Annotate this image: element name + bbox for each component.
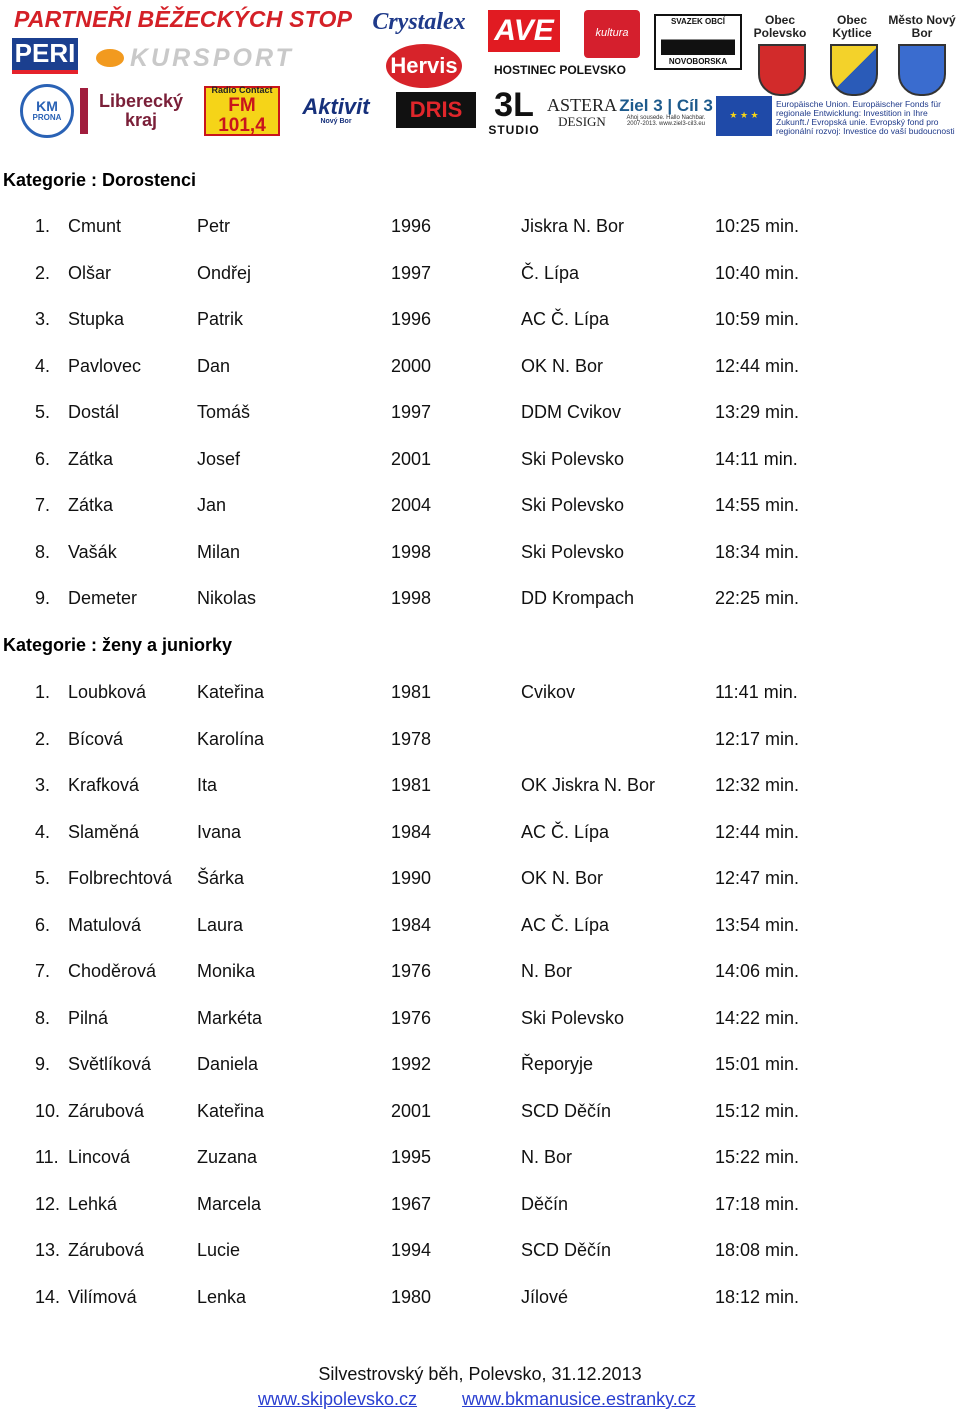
finish-time: 12:17 min. <box>715 728 800 749</box>
last-name: Lincová <box>68 1147 131 1167</box>
birth-year: 1996 <box>391 309 432 329</box>
result-row <box>0 263 960 287</box>
club: Ski Polevsko <box>521 541 625 562</box>
birth-year: 1998 <box>391 541 432 562</box>
last-name: Matulová <box>68 914 142 935</box>
club: SCD Děčín <box>521 1100 612 1121</box>
dris-logo: DRIS <box>396 92 476 128</box>
finish-time: 14:11 min. <box>715 448 798 469</box>
club: AC Č. Lípa <box>521 821 610 842</box>
club: OK N. Bor <box>521 355 604 376</box>
last-name: Dostál <box>68 402 120 422</box>
hervis-logo: Hervis <box>386 44 462 88</box>
eu-flag-icon: ★ ★ ★ <box>716 96 772 136</box>
svazek-bottom-label: NOVOBORSKA <box>668 56 728 66</box>
last-name: Zátka <box>68 495 114 515</box>
rank: 6. <box>35 448 51 469</box>
first-name: Patrik <box>197 309 244 329</box>
result-row <box>0 868 960 892</box>
svazek-top-label: SVAZEK OBCÍ <box>670 17 726 26</box>
rank: 2. <box>35 728 51 749</box>
result-row <box>0 542 960 566</box>
result-row <box>0 1054 960 1078</box>
first-name: Lenka <box>197 1286 247 1307</box>
club: OK N. Bor <box>521 868 604 888</box>
polevsko-coat-of-arms-icon <box>758 44 806 96</box>
birth-year: 1992 <box>391 1054 432 1074</box>
birth-year: 2000 <box>391 355 432 376</box>
first-name: Monika <box>197 961 256 981</box>
hostinec-polevsko-label: HOSTINEC POLEVSKO <box>493 62 627 77</box>
first-name: Marcela <box>197 1193 262 1214</box>
birth-year: 2001 <box>391 1100 432 1121</box>
first-name: Ivana <box>197 821 242 842</box>
last-name: Vašák <box>68 541 117 562</box>
astera-label: ASTERA <box>547 94 618 115</box>
mesto-novy-bor-label: Město Nový Bor <box>888 13 956 40</box>
last-name: Zárubová <box>68 1100 145 1121</box>
last-name: Lehká <box>68 1193 118 1214</box>
first-name: Zuzana <box>197 1147 258 1167</box>
3l-studio-logo <box>486 84 542 140</box>
rank: 11. <box>35 1147 59 1167</box>
result-row <box>0 729 960 753</box>
eu-fund-text: Europäische Union. Europäischer Fonds für regionale Entwicklung: Investition in Ihre Zukunft./ Evropská unie. Evropský fond pro regionální rozvoj: Investice do vaší budoucnosti <box>776 99 955 136</box>
rank: 9. <box>35 1054 51 1074</box>
last-name: Loubková <box>68 682 147 702</box>
obec-kytlice-label: Obec Kytlice <box>832 13 872 40</box>
result-row <box>0 495 960 519</box>
result-row <box>0 775 960 799</box>
rank: 12. <box>35 1193 61 1214</box>
first-name: Nikolas <box>197 588 257 608</box>
result-row <box>0 449 960 473</box>
result-row <box>0 961 960 985</box>
finish-time: 12:47 min. <box>715 868 800 888</box>
astera-design-logo <box>547 86 618 138</box>
kytlice-coat-of-arms-icon <box>830 44 878 96</box>
birth-year: 1984 <box>391 914 432 935</box>
result-row <box>0 216 960 240</box>
result-row <box>0 1194 960 1218</box>
birth-year: 2004 <box>391 495 432 515</box>
rank: 1. <box>35 682 51 702</box>
birth-year: 2001 <box>391 448 432 469</box>
aktivit-sub-label: Nový Bor <box>320 117 352 125</box>
astera-sub-label: DESIGN <box>558 113 606 129</box>
birth-year: 1984 <box>391 821 432 842</box>
birth-year: 1981 <box>391 682 432 702</box>
result-row <box>0 822 960 846</box>
finish-time: 14:22 min. <box>715 1007 800 1028</box>
ziel-sub-label: Ahoj sousede. Hallo Nachbar. 2007-2013. www.ziel3-cil3.eu <box>626 114 706 127</box>
finish-time: 14:06 min. <box>715 961 800 981</box>
result-row <box>0 356 960 380</box>
birth-year: 1976 <box>391 1007 432 1028</box>
birth-year: 1976 <box>391 961 432 981</box>
club: SCD Děčín <box>521 1240 612 1260</box>
radio-frequency-label: FM 101,4 <box>218 94 266 136</box>
result-row <box>0 915 960 939</box>
club: Jiskra N. Bor <box>521 216 625 236</box>
result-row <box>0 1008 960 1032</box>
novy-bor-coat-of-arms-icon <box>898 44 946 96</box>
result-row <box>0 588 960 612</box>
first-name: Dan <box>197 355 231 376</box>
result-row <box>0 402 960 426</box>
finish-time: 15:22 min. <box>715 1147 800 1167</box>
finish-time: 10:25 min. <box>715 216 800 236</box>
result-row <box>0 1147 960 1171</box>
club: Ski Polevsko <box>521 495 625 515</box>
club: Ski Polevsko <box>521 448 625 469</box>
first-name: Laura <box>197 914 244 935</box>
ziel-label: Ziel 3 | Cíl 3 <box>619 95 713 115</box>
club: AC Č. Lípa <box>521 914 610 935</box>
finish-time: 18:12 min. <box>715 1286 800 1307</box>
finish-time: 10:59 min. <box>715 309 800 329</box>
finish-time: 18:34 min. <box>715 541 800 562</box>
birth-year: 1996 <box>391 216 432 236</box>
rank: 2. <box>35 262 51 283</box>
rank: 3. <box>35 775 51 795</box>
first-name: Daniela <box>197 1054 259 1074</box>
first-name: Kateřina <box>197 1100 265 1121</box>
aktivit-logo <box>288 90 384 130</box>
first-name: Milan <box>197 541 241 562</box>
last-name: Zárubová <box>68 1240 145 1260</box>
rank: 8. <box>35 1007 51 1028</box>
last-name: Demeter <box>68 588 138 608</box>
club: Jílové <box>521 1286 569 1307</box>
last-name: Olšar <box>68 262 112 283</box>
rank: 9. <box>35 588 51 608</box>
finish-time: 12:32 min. <box>715 775 800 795</box>
liberecky-kraj-logo: Liberecký kraj <box>80 88 194 134</box>
last-name: Světlíková <box>68 1054 152 1074</box>
rank: 4. <box>35 355 51 376</box>
rank: 5. <box>35 868 51 888</box>
ave-logo: AVE <box>488 10 560 52</box>
first-name: Jan <box>197 495 227 515</box>
club: DD Krompach <box>521 588 635 608</box>
finish-time: 22:25 min. <box>715 588 800 608</box>
finish-time: 15:01 min. <box>715 1054 800 1074</box>
aktivit-label: Aktivit <box>302 93 370 119</box>
last-name: Zátka <box>68 448 114 469</box>
first-name: Ondřej <box>197 262 252 283</box>
first-name: Ita <box>197 775 218 795</box>
crystalex-logo: Crystalex <box>372 9 466 36</box>
radio-top-label: Radio Contact <box>211 85 273 96</box>
club: N. Bor <box>521 961 573 981</box>
finish-time: 13:29 min. <box>715 402 800 422</box>
first-name: Šárka <box>197 868 245 888</box>
sponsor-banner <box>0 0 960 150</box>
first-name: Kateřina <box>197 682 265 702</box>
first-name: Petr <box>197 216 231 236</box>
club: Č. Lípa <box>521 262 580 283</box>
rank: 7. <box>35 495 51 515</box>
rank: 10. <box>35 1100 61 1121</box>
svazek-emblem-icon <box>661 29 735 55</box>
club: OK Jiskra N. Bor <box>521 775 656 795</box>
last-name: Pilná <box>68 1007 109 1028</box>
finish-time: 10:40 min. <box>715 262 800 283</box>
kursport-logo <box>96 44 364 72</box>
banner-title: PARTNEŘI BĚŽECKÝCH STOP <box>14 6 353 32</box>
ziel3-cil3-logo <box>618 84 714 140</box>
last-name: Stupka <box>68 309 125 329</box>
km-label: KM <box>36 98 58 115</box>
kursport-swoosh-icon <box>96 49 124 67</box>
rank: 13. <box>35 1240 61 1260</box>
category-title: Kategorie : ženy a juniorky <box>3 635 233 655</box>
finish-time: 15:12 min. <box>715 1100 800 1121</box>
birth-year: 1990 <box>391 868 432 888</box>
skipolevsko-link[interactable]: www.skipolevsko.cz <box>258 1389 418 1409</box>
club: AC Č. Lípa <box>521 309 610 329</box>
last-name: Krafková <box>68 775 140 795</box>
result-row <box>0 682 960 706</box>
last-name: Folbrechtová <box>68 868 173 888</box>
result-row <box>0 1287 960 1311</box>
club: N. Bor <box>521 1147 573 1167</box>
last-name: Cmunt <box>68 216 122 236</box>
last-name: Bícová <box>68 728 124 749</box>
category-title: Kategorie : Dorostenci <box>3 170 197 190</box>
last-name: Pavlovec <box>68 355 142 376</box>
rank: 7. <box>35 961 51 981</box>
rank: 1. <box>35 216 51 236</box>
bkmanusice-link[interactable]: www.bkmanusice.estranky.cz <box>462 1389 696 1409</box>
peri-logo: PERI <box>12 38 78 74</box>
obec-polevsko-label: Obec Polevsko <box>753 13 807 40</box>
kultura-logo: kultura <box>584 10 640 58</box>
result-row <box>0 309 960 333</box>
club: Cvikov <box>521 682 576 702</box>
3l-label: 3L <box>494 85 534 124</box>
finish-time: 17:18 min. <box>715 1193 800 1214</box>
birth-year: 1980 <box>391 1286 432 1307</box>
km-prona-logo <box>20 84 74 138</box>
last-name: Slaměná <box>68 821 140 842</box>
kursport-label: KURSPORT <box>130 43 294 72</box>
finish-time: 13:54 min. <box>715 914 800 935</box>
birth-year: 1981 <box>391 775 432 795</box>
birth-year: 1998 <box>391 588 432 608</box>
svazek-obci-logo <box>654 14 742 70</box>
birth-year: 1994 <box>391 1240 432 1260</box>
finish-time: 18:08 min. <box>715 1240 800 1260</box>
rank: 6. <box>35 914 51 935</box>
first-name: Josef <box>197 448 241 469</box>
birth-year: 1997 <box>391 402 432 422</box>
3l-sub-label: STUDIO <box>488 122 540 137</box>
radio-contact-logo <box>204 86 280 136</box>
club: Děčín <box>521 1193 569 1214</box>
first-name: Tomáš <box>197 402 251 422</box>
birth-year: 1978 <box>391 728 432 749</box>
km-sub-label: PRONA <box>32 113 62 123</box>
result-row <box>0 1240 960 1264</box>
club: DDM Cvikov <box>521 402 622 422</box>
rank: 14. <box>35 1286 61 1307</box>
first-name: Markéta <box>197 1007 263 1028</box>
finish-time: 12:44 min. <box>715 821 800 842</box>
event-footer: Silvestrovský běh, Polevsko, 31.12.2013 <box>318 1364 642 1384</box>
club: Řeporyje <box>521 1054 594 1074</box>
birth-year: 1997 <box>391 262 432 283</box>
birth-year: 1995 <box>391 1147 432 1167</box>
birth-year: 1967 <box>391 1193 432 1214</box>
rank: 3. <box>35 309 51 329</box>
first-name: Lucie <box>197 1240 241 1260</box>
rank: 4. <box>35 821 51 842</box>
rank: 8. <box>35 541 51 562</box>
last-name: Vilímová <box>68 1286 137 1307</box>
rank: 5. <box>35 402 51 422</box>
result-row <box>0 1101 960 1125</box>
first-name: Karolína <box>197 728 265 749</box>
club: Ski Polevsko <box>521 1007 625 1028</box>
finish-time: 14:55 min. <box>715 495 800 515</box>
finish-time: 12:44 min. <box>715 355 800 376</box>
finish-time: 11:41 min. <box>715 682 798 702</box>
last-name: Choděrová <box>68 961 157 981</box>
